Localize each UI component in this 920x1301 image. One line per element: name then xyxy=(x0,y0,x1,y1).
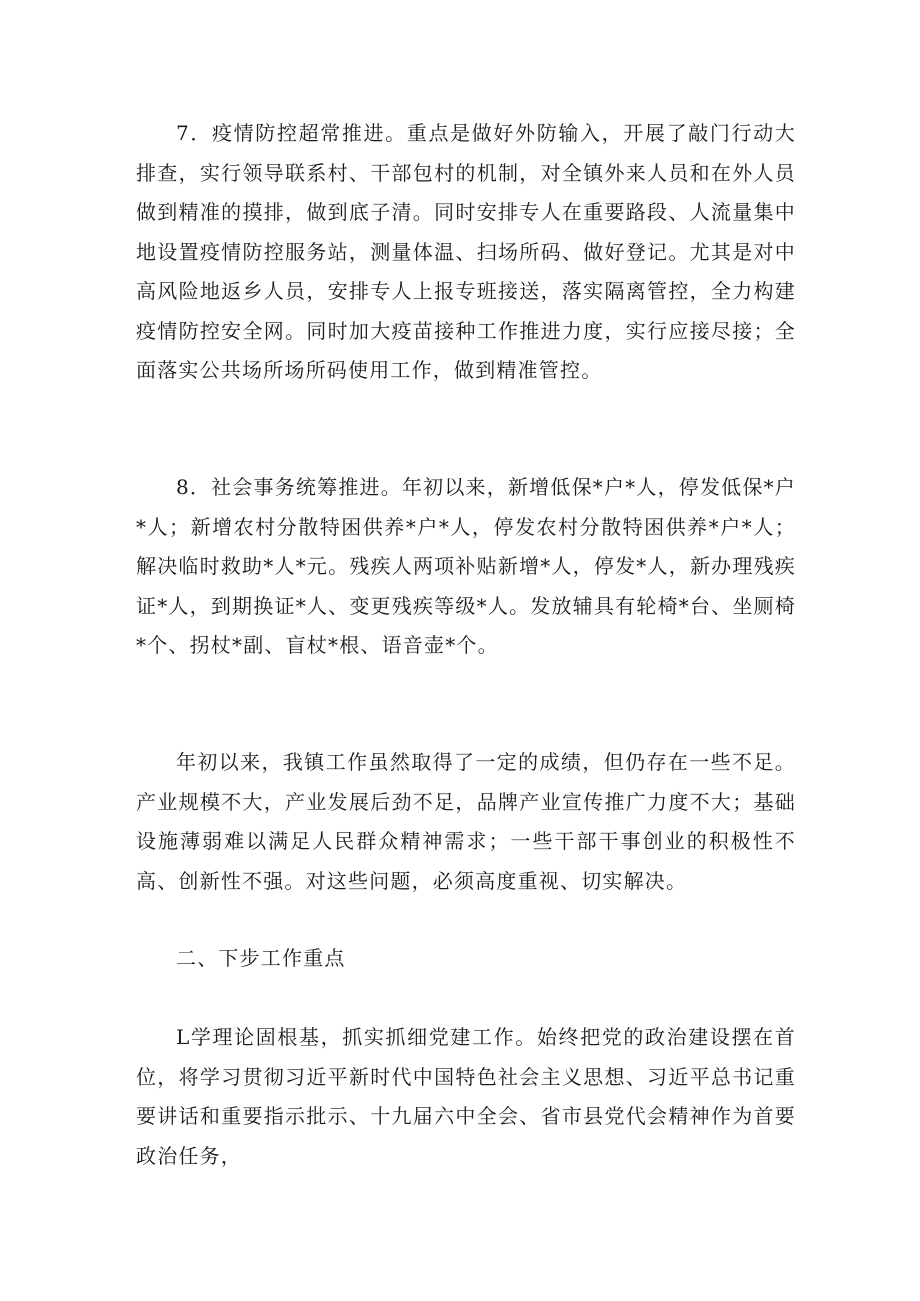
paragraph-party-building: L学理论固根基，抓实抓细党建工作。始终把党的政治建设摆在首位，将学习贯彻习近平新时代中国特色社会主义思想、习近平总书记重要讲话和重要指示批示、十九届六中全会、省市县党代会精神作为首要政治任务， xyxy=(136,1025,796,1168)
section-heading-next-steps: 二、下步工作重点 xyxy=(176,946,346,970)
paragraph-social-affairs: 8．社会事务统筹推进。年初以来，新增低保*户*人，停发低保*户*人；新增农村分散特困供养*户*人，停发农村分散特困供养*户*人；解决临时救助*人*元。残疾人两项补贴新增*人，停发*人，新办理残疾证*人，到期换证*人、变更残疾等级*人。发放辅具有轮椅*台、坐厕椅*个、拐杖*副、盲杖*根、语音壶*个。 xyxy=(136,475,796,657)
paragraph-epidemic-prevention: 7．疫情防控超常推进。重点是做好外防输入，开展了敲门行动大排查，实行领导联系村、干部包村的机制，对全镇外来人员和在外人员做到精准的摸排，做到底子清。同时安排专人在重要路段、人流量集中地设置疫情防控服务站，测量体温、扫场所码、做好登记。尤其是对中高风险地返乡人员，安排专人上报专班接送，落实隔离管控，全力构建疫情防控安全网。同时加大疫苗接种工作推进力度，实行应接尽接；全面落实公共场所场所码使用工作，做到精准管控。 xyxy=(136,121,796,382)
paragraph-shortcomings: 年初以来，我镇工作虽然取得了一定的成绩，但仍存在一些不足。产业规模不大，产业发展后劲不足，品牌产业宣传推广力度不大；基础设施薄弱难以满足人民群众精神需求；一些干部干事创业的积极性不高、创新性不强。对这些问题，必须高度重视、切实解决。 xyxy=(136,750,796,893)
